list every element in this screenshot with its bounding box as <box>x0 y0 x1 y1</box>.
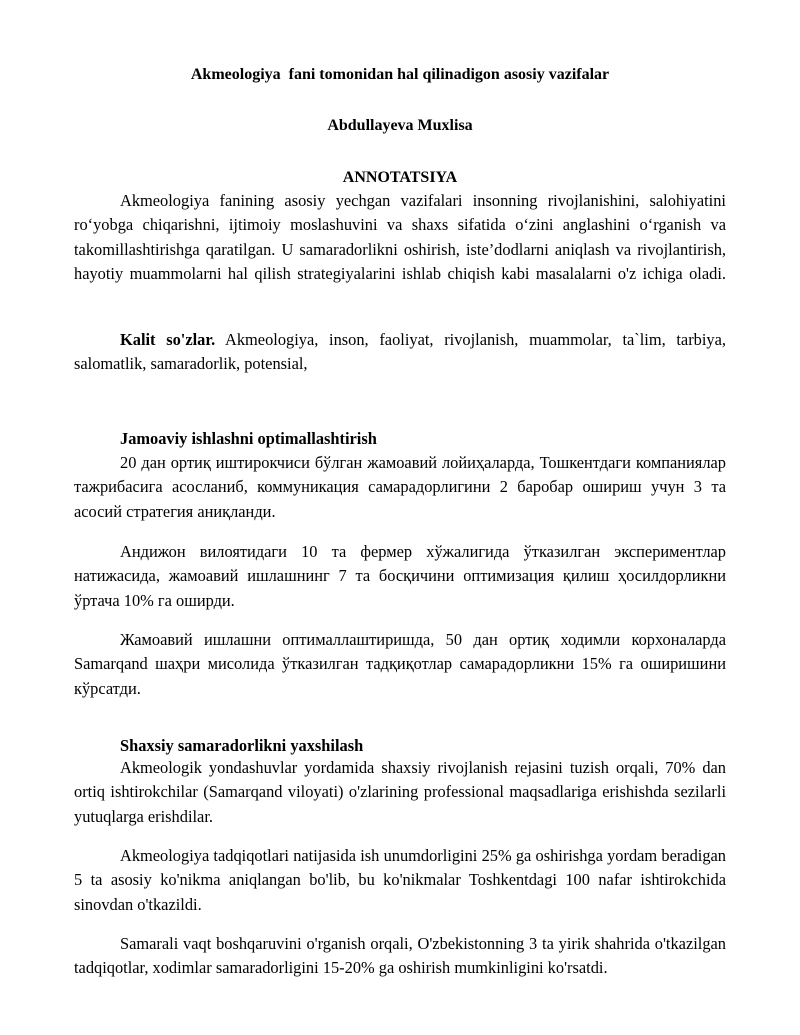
section1-paragraph-1: 20 дан ортиқ иштирокчиси бўлган жамоавий лойиҳаларда, Тошкентдаги компаниялар тажрибасига асосланиб, коммуникация самарадорлигини 2 баробар ошириш учун 3 та асосий стратегия аниқланди. <box>74 453 726 521</box>
section2-paragraph-3: Samarali vaqt boshqaruvini o'rganish orqali, O'zbekistonning 3 ta yirik shahrida o'tkazilgan tadqiqotlar, xodimlar samaradorligini 15-20% ga oshirish mumkinligini ko'rsatdi. <box>74 934 726 978</box>
section2-paragraph-1: Akmeologik yondashuvlar yordamida shaxsiy rivojlanish rejasini tuzish orqali, 70% dan ortiq ishtirokchilar (Samarqand viloyati) o'zlarining professional maqsadlariga erishishda sezilarli yutuqlarga erishdilar. <box>74 758 726 826</box>
section2-paragraph-2: Akmeologiya tadqiqotlari natijasida ish unumdorligini 25% ga oshirishga yordam beradigan 5 ta asosiy ko'nikma aniqlangan bo'lib, bu ko'nikmalar Toshkentdagi 100 nafar ishtirokchida sinovdan o'tkazildi. <box>74 846 726 914</box>
author-name: Abdullayeva Muxlisa <box>327 117 473 134</box>
section1-paragraph-3: Жамоавий ишлашни оптималлаштиришда, 50 дан ортиқ ходимли корхоналарда Samarqand шаҳри мисолида ўтказилган тадқиқотлар самарадорликни 15% га оширишини кўрсатди. <box>74 630 726 698</box>
section-heading-personal: Shaxsiy samaradorlikni yaxshilash <box>120 736 364 755</box>
annotation-heading: ANNOTATSIYA <box>342 169 458 186</box>
keywords-list: Akmeologiya, inson, faoliyat, rivojlanish, muammolar, ta`lim, tarbiya, salomatlik, samaradorlik, potensial, <box>74 330 726 374</box>
section1-paragraph-2: Андижон вилоятидаги 10 та фермер хўжалигида ўтказилган экспериментлар натижасида, жамоавий ишлашнинг 7 та босқичини оптимизация қилиш ҳосилдорликни ўртача 10% га оширди. <box>74 542 726 610</box>
keywords-label: Kalit so'zlar. <box>120 330 216 349</box>
section-heading-team: Jamoaviy ishlashni optimallashtirish <box>120 429 377 448</box>
annotation-paragraph: Akmeologiya fanining asosiy yechgan vazifalari insonning rivojlanishini, salohiyatini ro‘yobga chiqarishni, ijtimoiy moslashuvini va shaxs sifatida o‘zini anglashini o‘rganish va takomillashtirishga qaratilgan. U samaradorlikni oshirish, iste’dodlarni aniqlash va rivojlantirish, hayotiy muammolarni hal qilish strategiyalarini ishlab chiqish kabi masalalarni o'z ichiga oladi. <box>74 191 726 283</box>
keywords-paragraph <box>74 328 726 377</box>
document-title: Akmeologiya fani tomonidan hal qilinadigon asosiy vazifalar <box>190 66 610 83</box>
